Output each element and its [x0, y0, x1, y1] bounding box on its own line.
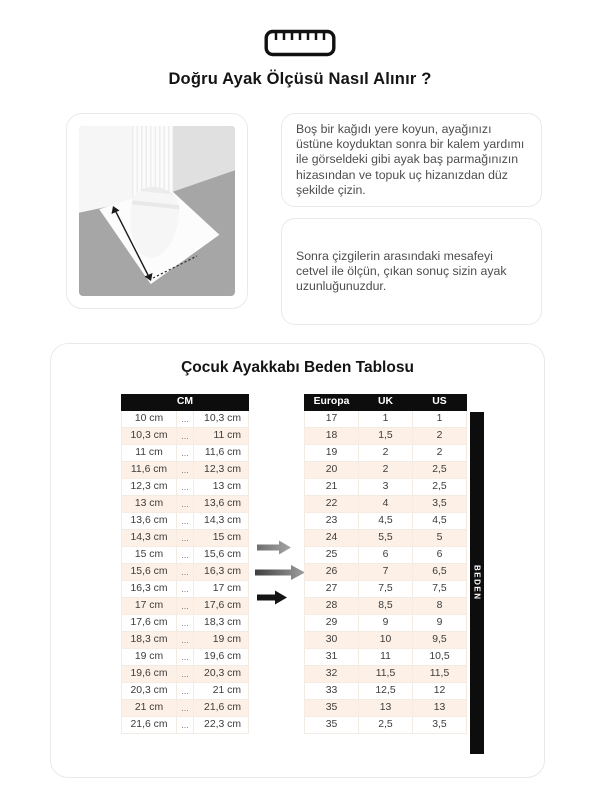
us-cell: 2,5	[413, 462, 467, 479]
size-table-row	[305, 615, 467, 632]
uk-cell: 12,5	[359, 683, 413, 700]
instruction-box-1	[281, 113, 542, 207]
size-table-row	[305, 496, 467, 513]
us-cell: 5	[413, 530, 467, 547]
size-table-row	[305, 530, 467, 547]
uk-cell: 13	[359, 700, 413, 717]
shoe-size-table	[304, 394, 466, 734]
cm-max-cell: 21,6 cm	[194, 700, 249, 717]
uk-cell: 2,5	[359, 717, 413, 734]
uk-cell: 11	[359, 649, 413, 666]
cm-min-cell: 19,6 cm	[122, 666, 177, 683]
range-separator: ...	[177, 649, 194, 666]
cm-table-row	[122, 700, 249, 717]
uk-cell: 7	[359, 564, 413, 581]
cm-table-row	[122, 615, 249, 632]
cm-min-cell: 14,3 cm	[122, 530, 177, 547]
us-cell: 9,5	[413, 632, 467, 649]
cm-table-row	[122, 666, 249, 683]
size-table-header-row	[305, 395, 467, 411]
instruction-box-2	[281, 218, 542, 325]
range-separator: ...	[177, 632, 194, 649]
cm-header: CM	[122, 395, 249, 411]
cm-table-row	[122, 581, 249, 598]
cm-table-row	[122, 717, 249, 734]
us-cell: 6	[413, 547, 467, 564]
measurement-photo-card	[66, 113, 248, 309]
cm-table-row	[122, 462, 249, 479]
range-separator: ...	[177, 428, 194, 445]
cm-max-cell: 21 cm	[194, 683, 249, 700]
range-separator: ...	[177, 717, 194, 734]
cm-table-row	[122, 683, 249, 700]
uk-cell: 5,5	[359, 530, 413, 547]
cm-max-cell: 17 cm	[194, 581, 249, 598]
europa-cell: 32	[305, 666, 359, 683]
cm-min-cell: 11 cm	[122, 445, 177, 462]
cm-table-row	[122, 513, 249, 530]
uk-cell: 3	[359, 479, 413, 496]
europa-cell: 21	[305, 479, 359, 496]
uk-cell: 2	[359, 445, 413, 462]
uk-cell: 10	[359, 632, 413, 649]
cm-min-cell: 15,6 cm	[122, 564, 177, 581]
uk-cell: 1,5	[359, 428, 413, 445]
range-separator: ...	[177, 547, 194, 564]
cm-min-cell: 11,6 cm	[122, 462, 177, 479]
uk-cell: 4,5	[359, 513, 413, 530]
cm-max-cell: 15 cm	[194, 530, 249, 547]
range-separator: ...	[177, 462, 194, 479]
cm-min-cell: 10,3 cm	[122, 428, 177, 445]
cm-table-row	[122, 632, 249, 649]
cm-min-cell: 19 cm	[122, 649, 177, 666]
size-table-row	[305, 581, 467, 598]
europa-cell: 23	[305, 513, 359, 530]
size-table-row	[305, 649, 467, 666]
cm-min-cell: 15 cm	[122, 547, 177, 564]
size-table-row	[305, 513, 467, 530]
europa-cell: 35	[305, 700, 359, 717]
size-table-row	[305, 700, 467, 717]
uk-cell: 9	[359, 615, 413, 632]
cm-min-cell: 10 cm	[122, 411, 177, 428]
cm-max-cell: 22,3 cm	[194, 717, 249, 734]
cm-max-cell: 19,6 cm	[194, 649, 249, 666]
size-section-title: Çocuk Ayakkabı Beden Tablosu	[181, 359, 414, 376]
range-separator: ...	[177, 496, 194, 513]
cm-max-cell: 16,3 cm	[194, 564, 249, 581]
cm-min-cell: 21,6 cm	[122, 717, 177, 734]
size-table-row	[305, 564, 467, 581]
measurement-arrow-overlay	[79, 126, 235, 296]
uk-cell: 4	[359, 496, 413, 513]
cm-min-cell: 17,6 cm	[122, 615, 177, 632]
us-cell: 2	[413, 445, 467, 462]
cm-table-row	[122, 445, 249, 462]
convert-arrows-icon	[255, 537, 307, 609]
cm-table-row	[122, 411, 249, 428]
cm-table-header-row	[122, 395, 249, 411]
europa-cell: 29	[305, 615, 359, 632]
range-separator: ...	[177, 445, 194, 462]
foot-measurement-photo	[79, 126, 235, 296]
range-separator: ...	[177, 411, 194, 428]
size-table-row	[305, 632, 467, 649]
range-separator: ...	[177, 581, 194, 598]
cm-table-row	[122, 598, 249, 615]
uk-cell: 1	[359, 411, 413, 428]
cm-table-row	[122, 428, 249, 445]
size-table-row	[305, 411, 467, 428]
cm-min-cell: 18,3 cm	[122, 632, 177, 649]
cm-min-cell: 17 cm	[122, 598, 177, 615]
cm-max-cell: 18,3 cm	[194, 615, 249, 632]
size-table-row	[305, 598, 467, 615]
cm-max-cell: 13 cm	[194, 479, 249, 496]
size-table-row	[305, 547, 467, 564]
us-cell: 2	[413, 428, 467, 445]
cm-table-row	[122, 496, 249, 513]
europa-cell: 19	[305, 445, 359, 462]
uk-cell: 8,5	[359, 598, 413, 615]
us-cell: 7,5	[413, 581, 467, 598]
us-cell: 4,5	[413, 513, 467, 530]
beden-label: BEDEN	[472, 565, 482, 601]
europa-cell: 35	[305, 717, 359, 734]
us-cell: 2,5	[413, 479, 467, 496]
cm-table-body	[122, 411, 249, 734]
europa-cell: 25	[305, 547, 359, 564]
cm-max-cell: 13,6 cm	[194, 496, 249, 513]
cm-min-cell: 20,3 cm	[122, 683, 177, 700]
europa-cell: 26	[305, 564, 359, 581]
europa-cell: 24	[305, 530, 359, 547]
size-table-row	[305, 462, 467, 479]
cm-max-cell: 10,3 cm	[194, 411, 249, 428]
us-cell: 3,5	[413, 717, 467, 734]
range-separator: ...	[177, 683, 194, 700]
size-table-row	[305, 666, 467, 683]
us-cell: 13	[413, 700, 467, 717]
instruction-text-1: Boş bir kağıdı yere koyun, ayağınızı üstüne koyduktan sonra bir kalem yardımı ile görseldeki gibi ayak baş parmağınızın hizasından ve topuk uç hizanızdan düz şekilde çizin.	[296, 121, 525, 197]
size-table-row	[305, 683, 467, 700]
range-separator: ...	[177, 666, 194, 683]
uk-cell: 7,5	[359, 581, 413, 598]
size-table-row	[305, 428, 467, 445]
uk-cell: 11,5	[359, 666, 413, 683]
cm-table	[121, 394, 248, 734]
us-cell: 3,5	[413, 496, 467, 513]
instruction-text-2: Sonra çizgilerin arasındaki mesafeyi cetvel ile ölçün, çıkan sonuç sizin ayak uzunluğunuzdur.	[296, 248, 507, 294]
europa-cell: 18	[305, 428, 359, 445]
cm-table-row	[122, 479, 249, 496]
cm-max-cell: 19 cm	[194, 632, 249, 649]
beden-bar	[470, 412, 484, 754]
size-table-body	[305, 411, 467, 734]
europa-cell: 17	[305, 411, 359, 428]
range-separator: ...	[177, 564, 194, 581]
cm-max-cell: 20,3 cm	[194, 666, 249, 683]
cm-max-cell: 17,6 cm	[194, 598, 249, 615]
page-title: Doğru Ayak Ölçüsü Nasıl Alınır ?	[168, 70, 432, 88]
us-cell: 11,5	[413, 666, 467, 683]
cm-table-row	[122, 564, 249, 581]
cm-max-cell: 14,3 cm	[194, 513, 249, 530]
cm-min-cell: 13 cm	[122, 496, 177, 513]
cm-table-row	[122, 530, 249, 547]
cm-max-cell: 11 cm	[194, 428, 249, 445]
size-table-row	[305, 479, 467, 496]
us-cell: 10,5	[413, 649, 467, 666]
size-table-row	[305, 717, 467, 734]
cm-min-cell: 12,3 cm	[122, 479, 177, 496]
us-cell: 9	[413, 615, 467, 632]
range-separator: ...	[177, 615, 194, 632]
range-separator: ...	[177, 479, 194, 496]
range-separator: ...	[177, 700, 194, 717]
europa-cell: 27	[305, 581, 359, 598]
europa-cell: 33	[305, 683, 359, 700]
ruler-icon	[0, 28, 600, 58]
cm-max-cell: 11,6 cm	[194, 445, 249, 462]
size-table-row	[305, 445, 467, 462]
cm-table-row	[122, 547, 249, 564]
cm-min-cell: 16,3 cm	[122, 581, 177, 598]
uk-cell: 2	[359, 462, 413, 479]
range-separator: ...	[177, 513, 194, 530]
us-header: US	[413, 395, 467, 411]
us-cell: 12	[413, 683, 467, 700]
us-cell: 6,5	[413, 564, 467, 581]
uk-header: UK	[359, 395, 413, 411]
uk-cell: 6	[359, 547, 413, 564]
us-cell: 1	[413, 411, 467, 428]
cm-table-row	[122, 649, 249, 666]
europa-header: Europa	[305, 395, 359, 411]
cm-max-cell: 12,3 cm	[194, 462, 249, 479]
range-separator: ...	[177, 598, 194, 615]
europa-cell: 20	[305, 462, 359, 479]
europa-cell: 28	[305, 598, 359, 615]
us-cell: 8	[413, 598, 467, 615]
range-separator: ...	[177, 530, 194, 547]
europa-cell: 31	[305, 649, 359, 666]
europa-cell: 30	[305, 632, 359, 649]
cm-min-cell: 21 cm	[122, 700, 177, 717]
cm-min-cell: 13,6 cm	[122, 513, 177, 530]
size-table-card	[50, 343, 545, 778]
cm-max-cell: 15,6 cm	[194, 547, 249, 564]
europa-cell: 22	[305, 496, 359, 513]
